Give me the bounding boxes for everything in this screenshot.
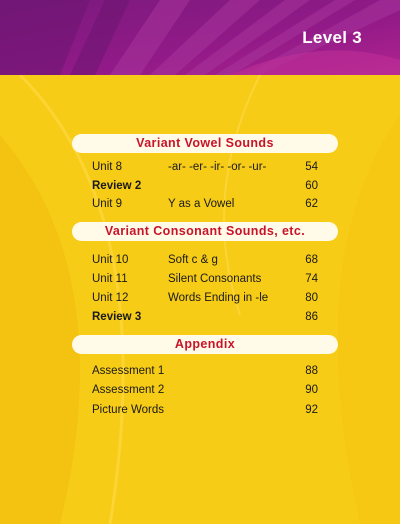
toc-row[interactable] <box>92 290 318 306</box>
toc-page: 86 <box>305 311 318 323</box>
toc-row[interactable] <box>92 309 318 325</box>
toc-page: 62 <box>305 198 318 210</box>
toc-title: Words Ending in -le <box>168 292 269 304</box>
toc-unit: Unit 12 <box>92 292 129 304</box>
section-heading: Appendix <box>72 335 338 354</box>
toc-unit: Unit 11 <box>92 273 128 285</box>
toc-title: Y as a Vowel <box>168 198 235 210</box>
toc-page: 74 <box>305 273 318 285</box>
toc-unit: Unit 9 <box>92 198 123 210</box>
toc-unit: Assessment 1 <box>92 365 165 377</box>
toc-row[interactable] <box>92 252 318 268</box>
toc-unit: Review 3 <box>92 311 142 323</box>
section-heading: Variant Vowel Sounds <box>72 134 338 153</box>
toc-row[interactable] <box>92 363 318 379</box>
section-heading: Variant Consonant Sounds, etc. <box>72 222 338 241</box>
toc-page: 92 <box>305 404 318 416</box>
toc-unit: Review 2 <box>92 180 142 192</box>
toc-row[interactable] <box>92 159 318 175</box>
toc-page: 54 <box>305 161 318 173</box>
toc-page: 88 <box>305 365 318 377</box>
toc-title: Soft c & g <box>168 254 218 266</box>
toc-page: 60 <box>305 180 318 192</box>
level-label: Level 3 <box>302 28 362 47</box>
toc-unit: Picture Words <box>92 404 165 416</box>
toc-row[interactable] <box>92 178 318 194</box>
toc-unit: Unit 10 <box>92 254 129 266</box>
toc-row[interactable] <box>92 382 318 398</box>
toc-row[interactable] <box>92 271 318 287</box>
toc-page: 68 <box>305 254 318 266</box>
toc-page: 90 <box>305 384 318 396</box>
toc-title: Silent Consonants <box>168 273 262 285</box>
toc-row[interactable] <box>92 402 318 418</box>
toc-page: 80 <box>305 292 318 304</box>
toc-unit: Unit 8 <box>92 161 123 173</box>
toc-unit: Assessment 2 <box>92 384 165 396</box>
toc-title: -ar- -er- -ir- -or- -ur- <box>168 161 267 173</box>
toc-row[interactable] <box>92 196 318 212</box>
